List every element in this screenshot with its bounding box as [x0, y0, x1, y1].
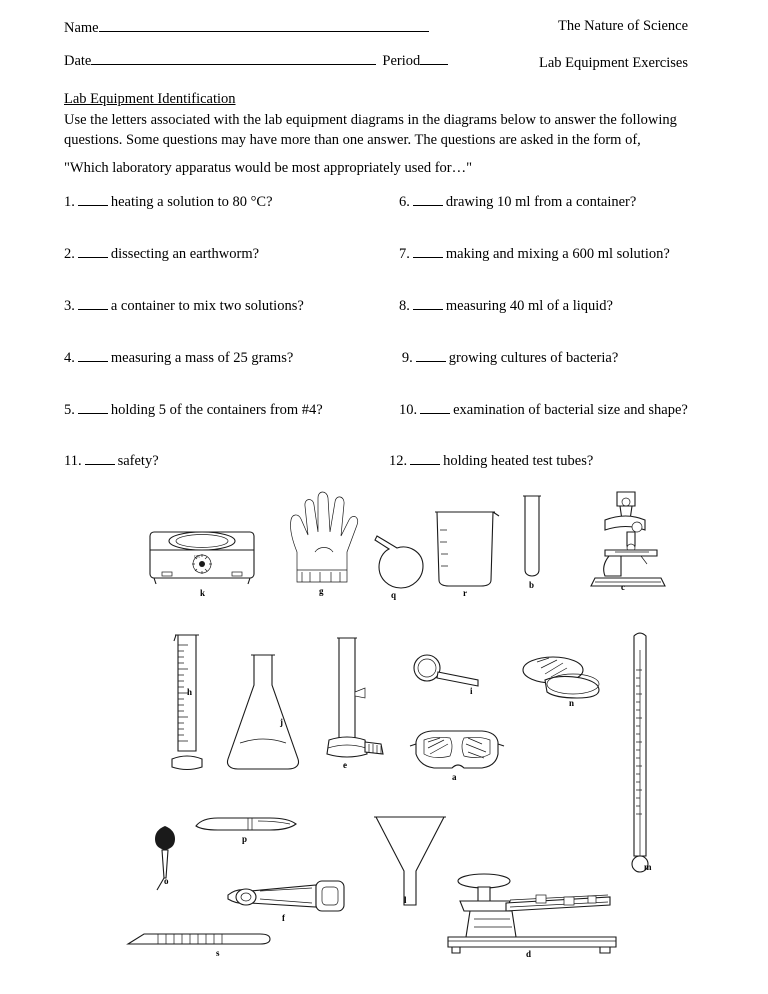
equipment-label-h: h: [187, 687, 193, 697]
question-number: 11.: [64, 453, 82, 469]
question-cell: [64, 297, 399, 349]
equipment-label-i: i: [470, 686, 473, 696]
question-number: 6.: [399, 194, 410, 210]
question-text: measuring 40 ml of a liquid?: [445, 298, 613, 314]
equipment-label-e: e: [343, 760, 347, 770]
question-number: 3.: [64, 298, 75, 314]
equipment-bunsen-burner: [315, 632, 395, 782]
question-row: [64, 349, 714, 401]
answer-blank[interactable]: [413, 245, 443, 258]
question-number: 8.: [399, 298, 410, 314]
question-text: holding heated test tubes?: [443, 453, 594, 469]
question-cell: [64, 193, 399, 245]
header-title-right-1: The Nature of Science: [558, 18, 689, 34]
question-row: [64, 401, 714, 453]
question-text: examination of bacterial size and shape?: [453, 402, 688, 418]
question-text: dissecting an earthworm?: [110, 246, 260, 262]
equipment-label-b: b: [529, 580, 535, 590]
equipment-graduated-cylinder: [162, 627, 212, 777]
equipment-beaker: [425, 500, 505, 598]
equipment-funnel: [370, 807, 450, 917]
section-intro: Use the letters associated with the lab equipment diagrams in the diagrams below to answer the following questions. Some questions may have more than one answer. The questions are asked in the form of,: [64, 112, 677, 148]
question-cell: [399, 401, 714, 453]
question-number: 2.: [64, 246, 75, 262]
question-number: 7.: [399, 246, 410, 262]
question-cell: [389, 452, 714, 470]
equipment-label-a: a: [452, 772, 457, 782]
questions-grid: [64, 193, 714, 453]
question-cell: [396, 349, 714, 401]
question-number: 9.: [401, 350, 413, 366]
equipment-label-m: m: [644, 862, 652, 872]
worksheet-header: [64, 18, 704, 84]
equipment-label-r: r: [463, 588, 467, 598]
question-cell: [64, 349, 396, 401]
question-text: drawing 10 ml from a container?: [445, 194, 637, 210]
equipment-inoculating-loop: [410, 650, 490, 700]
question-cell: [64, 245, 399, 297]
header-title-right-2: Lab Equipment Exercises: [539, 55, 688, 71]
section-prompt: "Which laboratory apparatus would be most appropriately used for…": [64, 160, 473, 176]
equipment-label-c: c: [621, 582, 625, 592]
period-blank[interactable]: [420, 51, 448, 65]
answer-blank[interactable]: [78, 193, 108, 206]
equipment-diagram-area: [120, 482, 680, 982]
question-text: making and mixing a 600 ml solution?: [445, 246, 670, 262]
equipment-triple-beam-balance: [440, 867, 620, 957]
question-cell: [399, 245, 714, 297]
question-cell: [399, 297, 714, 349]
equipment-pipette: [120, 922, 280, 962]
section-title: Lab Equipment Identification: [64, 91, 236, 107]
equipment-thermometer: [620, 630, 660, 885]
equipment-microscope: [565, 486, 675, 591]
equipment-label-f: f: [282, 913, 285, 923]
equipment-label-p: p: [242, 834, 248, 844]
answer-blank[interactable]: [420, 401, 450, 414]
question-text: safety?: [117, 453, 159, 469]
answer-blank[interactable]: [78, 297, 108, 310]
question-text: growing cultures of bacteria?: [448, 350, 619, 366]
answer-blank[interactable]: [410, 452, 440, 465]
equipment-test-tube-holder: [220, 877, 360, 922]
question-text: holding 5 of the containers from #4?: [110, 402, 323, 418]
question-number: 12.: [389, 453, 408, 469]
equipment-petri-dish: [515, 650, 615, 710]
equipment-safety-goggles: [408, 722, 508, 782]
name-blank[interactable]: [99, 18, 429, 32]
answer-blank[interactable]: [413, 193, 443, 206]
date-label: Date: [64, 53, 92, 69]
answer-blank[interactable]: [416, 349, 446, 362]
equipment-gloves: [275, 486, 375, 596]
equipment-label-k: k: [200, 588, 206, 598]
answer-blank[interactable]: [78, 401, 108, 414]
answer-blank[interactable]: [413, 297, 443, 310]
date-blank[interactable]: [91, 51, 376, 65]
question-number: 10.: [399, 402, 418, 418]
question-text: a container to mix two solutions?: [110, 298, 304, 314]
question-row: [64, 245, 714, 297]
equipment-label-j: j: [280, 717, 283, 727]
equipment-scalpel: [192, 812, 302, 842]
question-cell: [64, 401, 399, 453]
equipment-label-q: q: [391, 590, 397, 600]
question-row-bottom: [64, 452, 714, 470]
name-label: Name: [64, 20, 99, 36]
period-label: Period: [382, 53, 421, 69]
answer-blank[interactable]: [78, 349, 108, 362]
svg-text:ON: ON: [194, 554, 200, 559]
equipment-label-g: g: [319, 586, 324, 596]
question-cell: [399, 193, 714, 245]
question-text: heating a solution to 80 °C?: [110, 194, 273, 210]
equipment-label-d: d: [526, 949, 532, 959]
equipment-label-n: n: [569, 698, 575, 708]
equipment-erlenmeyer-flask: [218, 647, 308, 777]
equipment-label-o: o: [164, 876, 169, 886]
question-number: 1.: [64, 194, 75, 210]
equipment-hot-plate: [142, 510, 262, 600]
equipment-dropper: [135, 822, 195, 892]
equipment-label-l: l: [404, 895, 407, 905]
question-row: [64, 297, 714, 349]
question-cell: [64, 452, 389, 470]
question-row: [64, 193, 714, 245]
question-text: measuring a mass of 25 grams?: [110, 350, 294, 366]
equipment-test-tube: [514, 490, 550, 590]
question-number: 4.: [64, 350, 75, 366]
question-number: 5.: [64, 402, 75, 418]
equipment-label-s: s: [216, 948, 220, 958]
answer-blank[interactable]: [78, 245, 108, 258]
answer-blank[interactable]: [85, 452, 115, 465]
